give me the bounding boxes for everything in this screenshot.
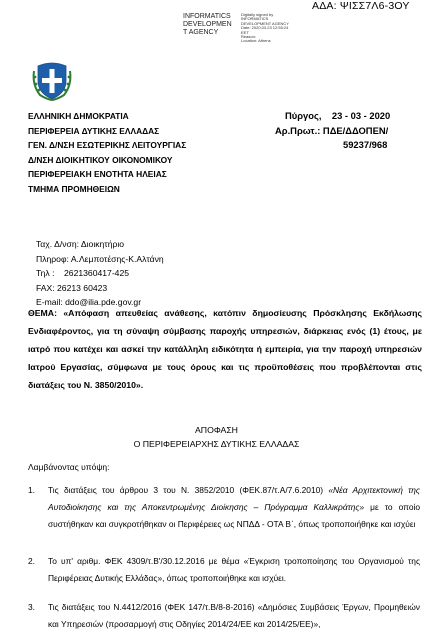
header-line: ΠΕΡΙΦΕΡΕΙΑΚΗ ΕΝΟΤΗΤΑ ΗΛΕΙΑΣ: [28, 169, 167, 180]
signature-meta-line: Location: Athens: [241, 38, 271, 44]
signature-org-line: T AGENCY: [183, 29, 219, 36]
greek-coat-of-arms-icon: [30, 57, 74, 101]
protocol-label: Αρ.Πρωτ.: ΠΔΕ/ΔΔΟΠΕΝ/: [275, 124, 389, 136]
header-date-protocol: [275, 109, 390, 153]
signature-meta-line: Date: 2020.03.23 12:55:24: [241, 25, 289, 31]
signature-meta-line: Reason:: [241, 34, 256, 40]
list-item-number: 3.: [28, 602, 35, 612]
decision-title: ΑΠΟΦΑΣΗ: [195, 425, 238, 435]
signature-org-line: INFORMATICS: [183, 13, 231, 20]
list-item-number: 1.: [28, 485, 35, 495]
contact-fax: FAX: 26213 60423: [36, 282, 108, 293]
header-line: ΓΕΝ. Δ/ΝΣΗ ΕΣΩΤΕΡΙΚΗΣ ΛΕΙΤΟΥΡΓΙΑΣ: [28, 140, 187, 151]
subject-paragraph: ΘΕΜΑ: «Απόφαση απευθείας ανάθεσης, κατόπιν δημοσίευσης Πρόσκλησης Εκδήλωσης Ενδιαφέροντος, για τη σύναψη σύμβασης παροχής υπηρεσιών, διάρκειας ενός (1) έτους, με ιατρό που κατέχει και ασκεί την κατάλληλη ειδικότητα ή εμπειρία, για την παροχή υπηρεσιών Ιατρού Εργασίας, σύμφωνα με τους όρους και τις προϋποθέσεις που προβλέπονται στις διατάξεις του Ν. 3850/2010».: [28, 308, 422, 390]
header-line: Δ/ΝΣΗ ΔΙΟΙΚΗΤΙΚΟΥ ΟΙΚΟΝΟΜΙΚΟΥ: [28, 154, 173, 165]
signature-org-line: DEVELOPMEN: [183, 21, 232, 28]
header-line: ΠΕΡΙΦΕΡΕΙΑ ΔΥΤΙΚΗΣ ΕΛΛΑΔΑΣ: [28, 125, 160, 136]
header-authority: [28, 109, 186, 197]
decision-subtitle: Ο ΠΕΡΙΦΕΡΕΙΑΡΧΗΣ ΔΥΤΙΚΗΣ ΕΛΛΑΔΑΣ: [133, 439, 300, 449]
contact-email: E-mail: ddo@ilia.pde.gov.gr: [36, 297, 142, 308]
contact-info-person: Πληροφ: Α.Λεμποτέσης-Κ.Αλτάνη: [36, 253, 164, 264]
header-line: ΤΜΗΜΑ ΠΡΟΜΗΘΕΙΩΝ: [28, 183, 120, 194]
place-date: Πύργος, 23 - 03 - 2020: [285, 110, 391, 121]
list-item-text-part: Τις διατάξεις του άρθρου 3 του Ν. 3852/2010 (ΦΕΚ.87/τ.Α/7.6.2010): [48, 485, 329, 495]
signature-meta-line: DEVELOPMENT AGENCY: [241, 20, 289, 26]
list-item-number: 2.: [28, 556, 35, 566]
digital-signature-stamp: [183, 13, 303, 49]
protocol-number: 59237/968: [343, 139, 388, 151]
ada-code: ΑΔΑ: ΨΙΣΣ7Λ6-3ΟΥ: [312, 0, 410, 12]
signature-org: [183, 13, 232, 37]
signature-meta-line: EET: [241, 29, 249, 35]
contact-phone: Τηλ : 2621360417-425: [36, 268, 130, 279]
signature-meta-line: Digitally signed by: [241, 12, 274, 17]
contact-address: Ταχ. Δ/νση: Διοικητήριο: [36, 239, 125, 249]
list-item-text: Τις διατάξεις του Ν.4412/2016 (ΦΕΚ 147/τ.Β/8-8-2016) «Δημόσιες Συμβάσεις Έργων, Προμηθειών και Υπηρεσιών (προσαρμογή στις Οδηγίες 2014/24/ΕΕ και 2014/25/ΕΕ)»,: [48, 602, 420, 629]
header-line: ΕΛΛΗΝΙΚΗ ΔΗΜΟΚΡΑΤΙΑ: [28, 111, 129, 121]
list-item-text: Το υπ' αριθμ. ΦΕΚ 4309/τ.Β'/30.12.2016 με θέμα «Έγκριση τροποποίησης του Οργανισμού της Περιφέρειας Δυτικής Ελλάδας», όπως τροποποιήθηκε και ισχύει.: [48, 556, 420, 583]
signature-meta-line: INFORMATICS: [241, 16, 269, 22]
considering-label: Λαμβάνοντας υπόψη:: [28, 462, 110, 472]
contact-info: [36, 237, 164, 310]
signature-meta: [241, 13, 289, 44]
list-item-italic-title: «Νέα Αρχιτεκτονική της Αυτοδιοίκησης και της Αποκεντρωμένης Διοίκησης – Πρόγραμμα Καλλικράτης»: [48, 485, 420, 512]
list-item-text: [48, 482, 420, 533]
list-item-text-part: με το οποίο συστήθηκαν και συγκροτήθηκαν οι Περιφέρειες ως ΝΠΔΔ - ΟΤΑ Β΄, όπως τροποποιήθηκε και ισχύει: [48, 502, 420, 529]
